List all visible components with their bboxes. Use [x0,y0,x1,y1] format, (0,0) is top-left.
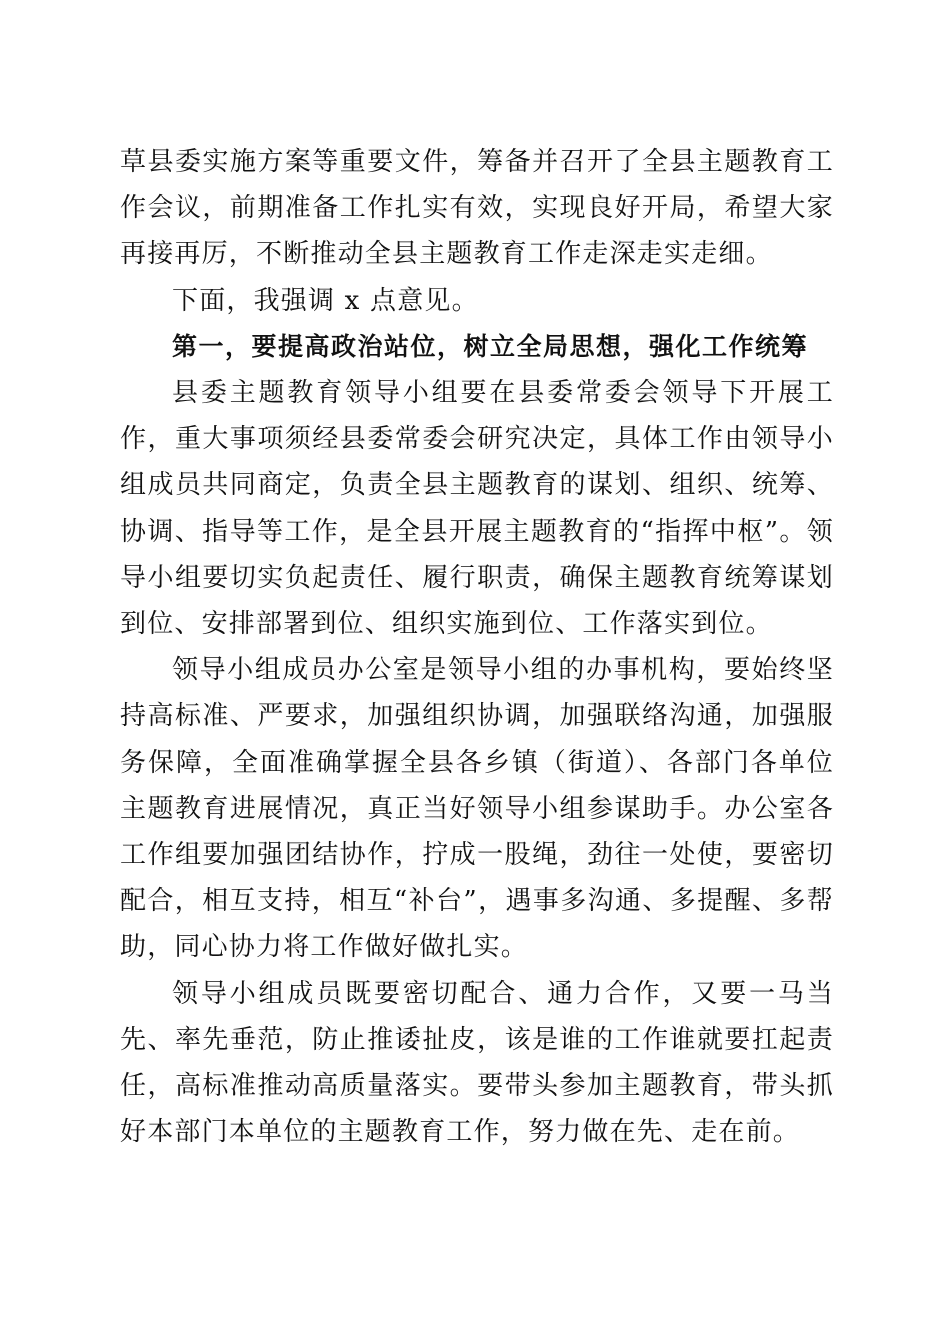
document-body [120,139,834,1155]
paragraph-intro: 下面，我强调 x 点意见。 [172,285,479,316]
paragraph-leading-group: 县委主题教育领导小组要在县委常委会领导下开展工作，重大事项须经县委常委会研究决定，具体工作由领导小组成员共同商定，负责全县主题教育的谋划、组织、统筹、协调、指导等工作，是全县开展主题教育的“指挥中枢”。领导小组要切实负起责任、履行职责，确保主题教育统筹谋划到位、安排部署到位、组织实施到位、工作落实到位。 [120,378,834,640]
paragraph-office: 领导小组成员办公室是领导小组的办事机构，要始终坚持高标准、严要求，加强组织协调，加强联络沟通，加强服务保障，全面准确掌握全县各乡镇（街道）、各部门各单位主题教育进展情况，真正当好领导小组参谋助手。办公室各工作组要加强团结协作，拧成一股绳，劲往一处使，要密切配合，相互支持，相互“补台”，遇事多沟通、多提醒、多帮助，同心协力将工作做好做扎实。 [120,655,834,963]
section-heading-first: 第一，要提高政治站位，树立全局思想，强化工作统筹 [172,331,809,361]
paragraph-members: 领导小组成员既要密切配合、通力合作，又要一马当先、率先垂范，防止推诿扯皮，该是谁的工作谁就要扛起责任，高标准推动高质量落实。要带头参加主题教育，带头抓好本部门本单位的主题教育工作，努力做在先、走在前。 [120,978,834,1148]
paragraph-continuation: 草县委实施方案等重要文件，筹备并召开了全县主题教育工作会议，前期准备工作扎实有效，实现良好开局，希望大家再接再厉，不断推动全县主题教育工作走深走实走细。 [120,147,834,270]
